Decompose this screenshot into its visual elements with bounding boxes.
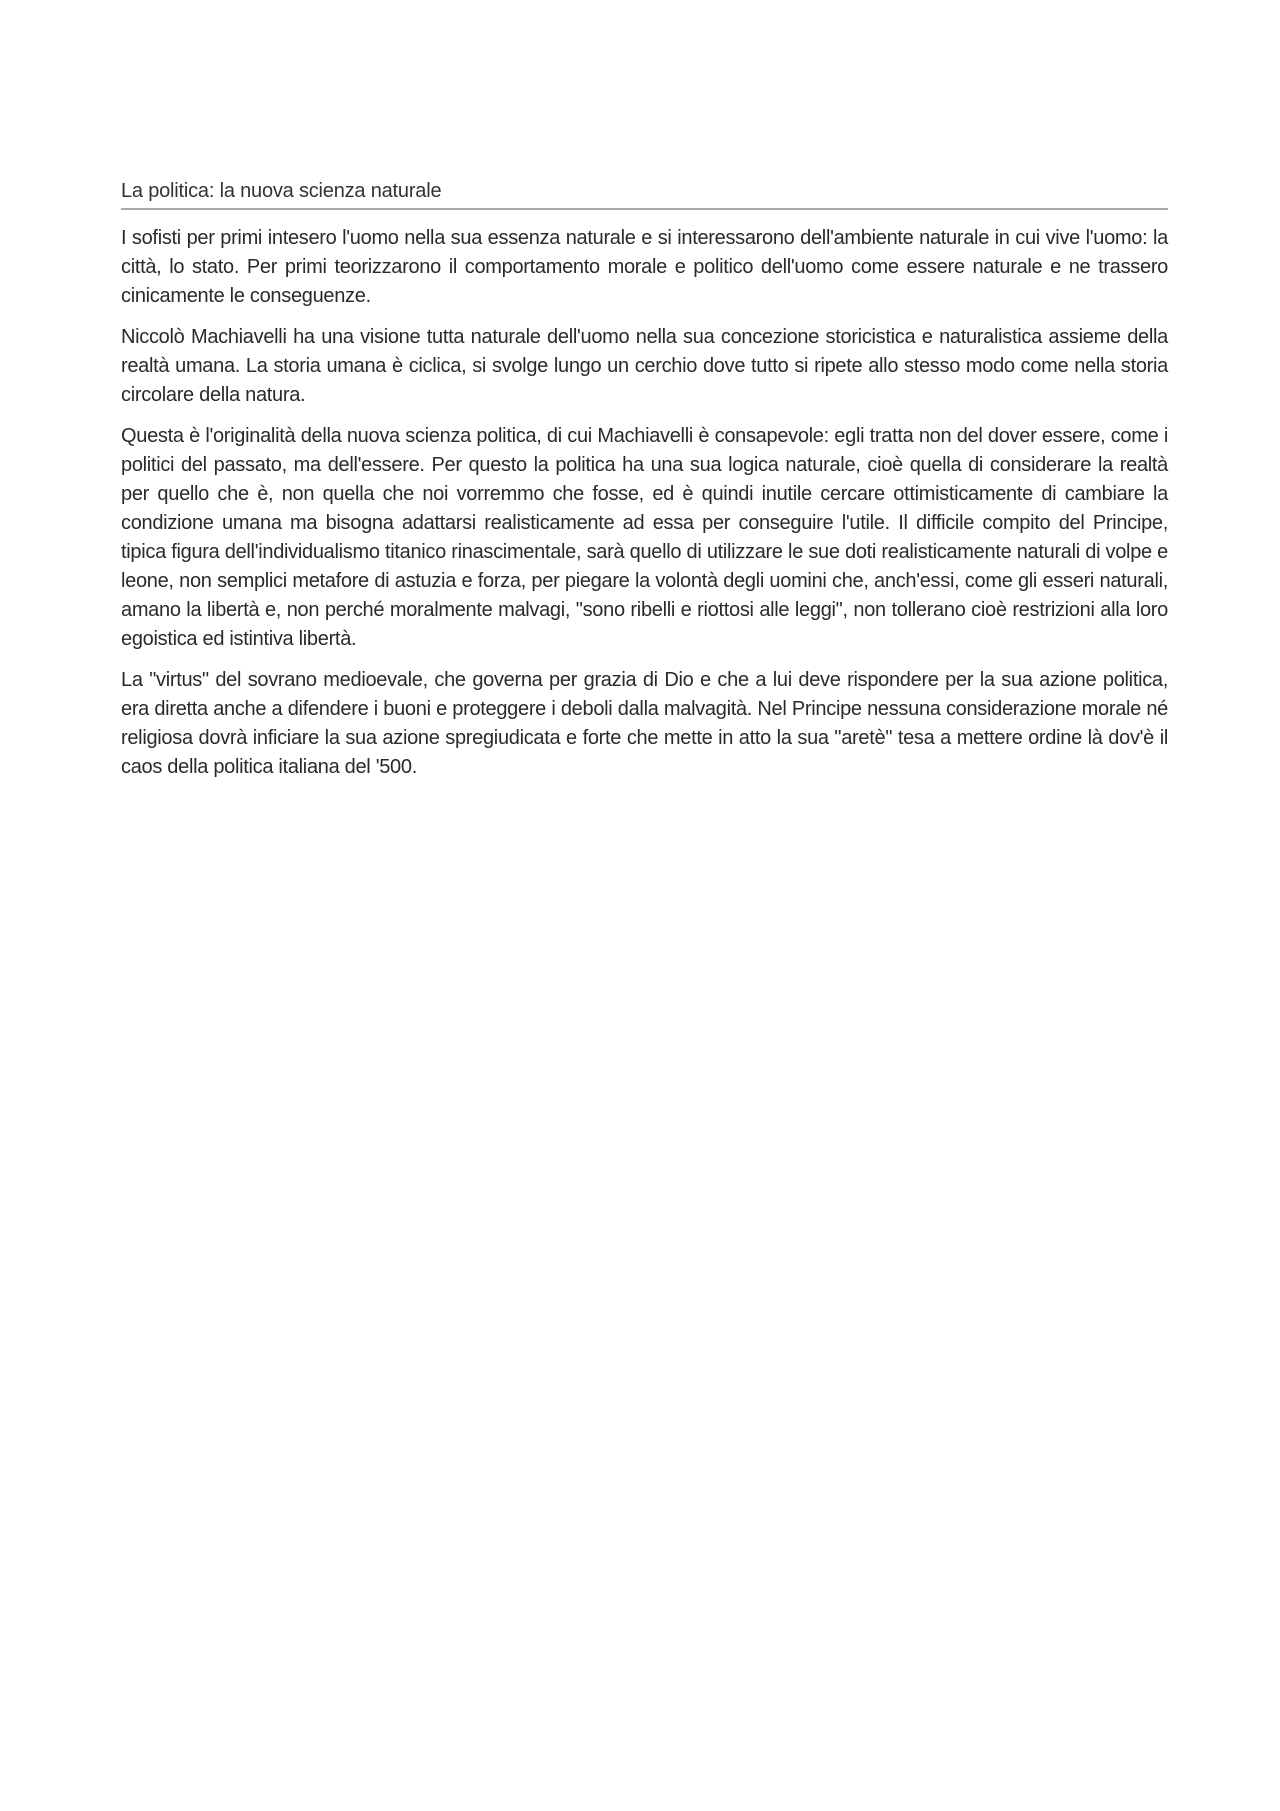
paragraph-1: I sofisti per primi intesero l'uomo nella sua essenza naturale e si interessarono dell'ambiente naturale in cui vive l'uomo: la città, lo stato. Per primi teorizzarono il comportamento morale e politico dell'uomo come essere naturale e ne trassero cinicamente le conseguenze. — [121, 227, 1168, 307]
section-heading: La politica: la nuova scienza naturale — [121, 178, 1168, 210]
paragraph-3: Questa è l'originalità della nuova scienza politica, di cui Machiavelli è consapevole: egli tratta non del dover essere, come i politici del passato, ma dell'essere. Per questo la politica ha una sua logica naturale, cioè quella di considerare la realtà per quello che è, non quella che noi vorremmo che fosse, ed è quindi inutile cercare ottimisticamente di cambiare la condizione umana ma bisogna adattarsi realisticamente ad essa per conseguire l'utile. Il difficile compito del Principe, tipica figura dell'individualismo titanico rinascimentale, sarà quello di utilizzare le sue doti realisticamente naturali di volpe e leone, non semplici metafore di astuzia e forza, per piegare la volontà degli uomini che, anch'essi, come gli esseri naturali, amano la libertà e, non perché moralmente malvagi, "sono ribelli e riottosi alle leggi", non tollerano cioè restrizioni alla loro egoistica ed istintiva libertà. — [121, 425, 1168, 650]
paragraph-2: Niccolò Machiavelli ha una visione tutta naturale dell'uomo nella sua concezione storicistica e naturalistica assieme della realtà umana. La storia umana è ciclica, si svolge lungo un cerchio dove tutto si ripete allo stesso modo come nella storia circolare della natura. — [121, 326, 1168, 406]
document-body — [121, 178, 1168, 794]
paragraph-4: La "virtus" del sovrano medioevale, che governa per grazia di Dio e che a lui deve rispondere per la sua azione politica, era diretta anche a difendere i buoni e proteggere i deboli dalla malvagità. Nel Principe nessuna considerazione morale né religiosa dovrà inficiare la sua azione spregiudicata e forte che mette in atto la sua "aretè" tesa a mettere ordine là dov'è il caos della politica italiana del '500. — [121, 669, 1168, 778]
